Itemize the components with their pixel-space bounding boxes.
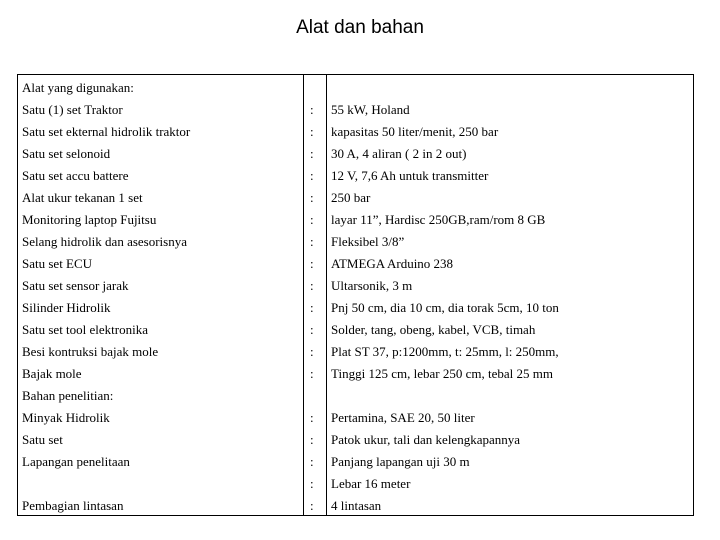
item-label: Satu set accu battere [22, 168, 129, 183]
item-spec: Plat ST 37, p:1200mm, t: 25mm, l: 250mm, [331, 344, 559, 359]
colon-separator: : [310, 322, 314, 337]
item-label: Selang hidrolik dan asesorisnya [22, 234, 187, 249]
table-row [18, 121, 693, 143]
table-row [18, 99, 693, 121]
colon-separator: : [310, 190, 314, 205]
item-spec: Ultarsonik, 3 m [331, 278, 413, 293]
colon-separator: : [310, 146, 314, 161]
item-label: Bajak mole [22, 366, 82, 381]
item-label: Pembagian lintasan [22, 498, 124, 513]
item-spec: 250 bar [331, 190, 371, 205]
colon-separator: : [310, 102, 314, 117]
table-row [18, 473, 693, 495]
item-label: Minyak Hidrolik [22, 410, 110, 425]
item-label: Monitoring laptop Fujitsu [22, 212, 157, 227]
item-label: Bahan penelitian: [22, 388, 114, 403]
item-label: Satu set ekternal hidrolik traktor [22, 124, 191, 139]
item-label: Satu set [22, 432, 63, 447]
item-label: Satu set ECU [22, 256, 93, 271]
colon-separator: : [310, 256, 314, 271]
colon-separator: : [310, 278, 314, 293]
table-row [18, 341, 693, 363]
item-spec: kapasitas 50 liter/menit, 250 bar [331, 124, 499, 139]
table-body [18, 77, 693, 517]
colon-separator: : [310, 498, 314, 513]
colon-separator: : [310, 168, 314, 183]
page-title: Alat dan bahan [296, 17, 424, 38]
item-spec: 30 A, 4 aliran ( 2 in 2 out) [331, 146, 467, 161]
colon-separator: : [310, 300, 314, 315]
item-spec: ATMEGA Arduino 238 [331, 256, 454, 271]
item-spec: 55 kW, Holand [331, 102, 410, 117]
table-row [18, 297, 693, 319]
colon-separator: : [310, 432, 314, 447]
item-spec: Pertamina, SAE 20, 50 liter [331, 410, 475, 425]
item-label: Alat ukur tekanan 1 set [22, 190, 143, 205]
item-label: Satu set tool elektronika [22, 322, 149, 337]
table-row [18, 385, 693, 407]
table-row [18, 407, 693, 429]
table-row [18, 231, 693, 253]
table-row [18, 143, 693, 165]
table-row [18, 429, 693, 451]
colon-separator: : [310, 454, 314, 469]
item-label: Satu (1) set Traktor [22, 102, 123, 117]
item-label: Silinder Hidrolik [22, 300, 111, 315]
item-spec: 12 V, 7,6 Ah untuk transmitter [331, 168, 489, 183]
table-row [18, 165, 693, 187]
colon-separator: : [310, 344, 314, 359]
item-label: Alat yang digunakan: [22, 80, 134, 95]
equipment-table [17, 74, 694, 516]
colon-separator: : [310, 476, 314, 491]
item-spec: Tinggi 125 cm, lebar 250 cm, tebal 25 mm [331, 366, 553, 381]
item-spec: 4 lintasan [331, 498, 382, 513]
item-label: Lapangan penelitaan [22, 454, 130, 469]
colon-separator: : [310, 234, 314, 249]
table-row [18, 451, 693, 473]
item-spec: layar 11”, Hardisc 250GB,ram/rom 8 GB [331, 212, 546, 227]
table-row [18, 77, 693, 99]
item-spec: Solder, tang, obeng, kabel, VCB, timah [331, 322, 536, 337]
table-row [18, 187, 693, 209]
item-label: Satu set selonoid [22, 146, 111, 161]
table-row [18, 319, 693, 341]
colon-separator: : [310, 366, 314, 381]
table-row [18, 209, 693, 231]
item-spec: Patok ukur, tali dan kelengkapannya [331, 432, 521, 447]
item-spec: Panjang lapangan uji 30 m [331, 454, 470, 469]
table-row [18, 363, 693, 385]
item-spec: Pnj 50 cm, dia 10 cm, dia torak 5cm, 10 ton [331, 300, 559, 315]
item-spec: Lebar 16 meter [331, 476, 411, 491]
item-label: Besi kontruksi bajak mole [22, 344, 159, 359]
table-row [18, 275, 693, 297]
item-label: Satu set sensor jarak [22, 278, 129, 293]
item-spec: Fleksibel 3/8” [331, 234, 405, 249]
table-row [18, 495, 693, 517]
colon-separator: : [310, 124, 314, 139]
colon-separator: : [310, 212, 314, 227]
table-row [18, 253, 693, 275]
colon-separator: : [310, 410, 314, 425]
